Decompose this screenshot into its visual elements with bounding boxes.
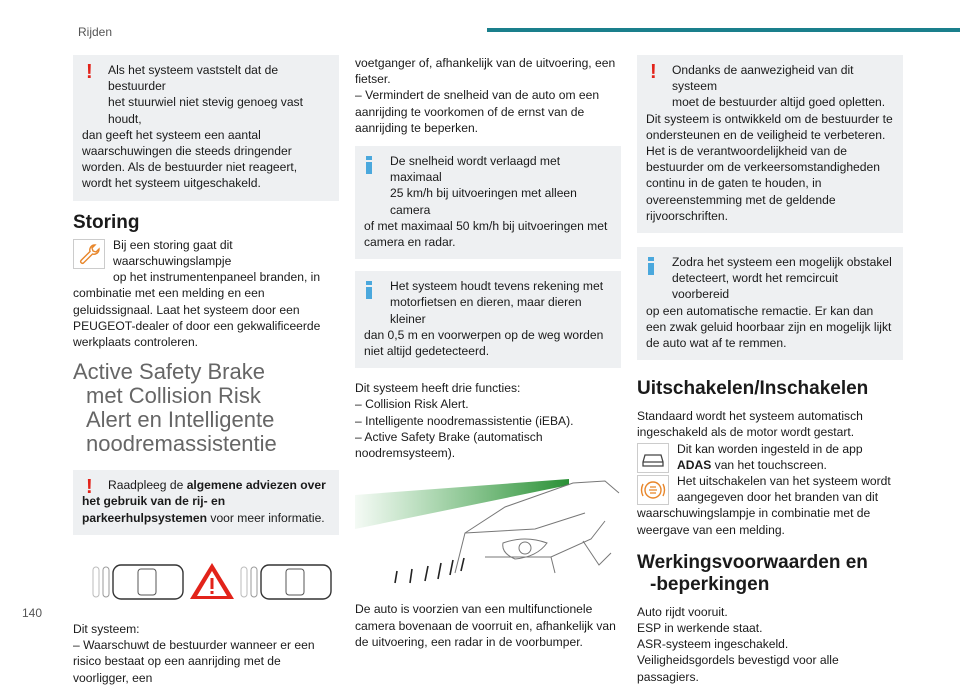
storing-block [73, 237, 339, 286]
info-text: dan 0,5 m en voorwerpen op de weg worden niet altijd gedetecteerd. [364, 327, 604, 359]
info-icon [366, 281, 372, 299]
body-text: Standaard wordt het systeem automatisch ingeschakeld als de motor wordt gestart. [637, 409, 863, 440]
body-text: aangegeven door het branden van dit [677, 490, 879, 505]
warning-text: Dit systeem is ontwikkeld om de bestuurder te ondersteunen en de veiligheid te verbeteren. Het is de verantwoordelijkheid van de bestuurder om de verkeersomstandigheden continu in de gaten te houden, in overeenstemming met de geldende rijvoorschriften. [646, 111, 893, 223]
info-text: 25 km/h bij uitvoeringen met alleen camera [390, 186, 577, 217]
heading-line: met Collision Risk [86, 383, 261, 409]
info-text: motorfietsen en dieren, maar dieren kleiner [390, 295, 582, 326]
car-outline-icon [637, 443, 669, 473]
brake-warning-icon [637, 475, 669, 505]
condition-item: Auto rijdt vooruit. [637, 604, 728, 619]
list-item: – Intelligente noodremassistentie (iEBA). [355, 413, 574, 428]
storing-text: op het instrumentenpaneel branden, in [113, 270, 321, 285]
list-item: – Active Safety Brake (automatisch noodremsysteem). [355, 429, 543, 461]
warning-text: Raadpleeg de algemene adviezen over [108, 478, 326, 493]
info-text: Zodra het systeem een mogelijk obstakel [672, 255, 892, 270]
section-label: Rijden [78, 25, 113, 39]
warning-box [73, 55, 339, 201]
functions-intro: Dit systeem heeft drie functies: [355, 381, 521, 396]
warning-text: Ondanks de aanwezigheid van dit systeem [672, 63, 854, 94]
warning-text: het stuurwiel niet stevig genoeg vast houdt, [108, 95, 303, 126]
camera-radar-illustration [355, 473, 621, 585]
storing-text: combinatie met een melding en een geluidssignaal. Laat het systeem door een PEUGEOT-dealer of door een gekwalificeerde werkplaats controleren. [73, 286, 321, 350]
heading-line: Werkingsvoorwaarden en [637, 551, 868, 573]
info-box [355, 271, 621, 368]
info-text: op een automatische remactie. Er kan dan een zwak geluid hoorbaar zijn en mogelijk lijkt de auto wat af te remmen. [646, 303, 892, 351]
info-icon [648, 257, 654, 275]
warning-triangle-icon [190, 563, 234, 599]
heading-active-safety-brake [73, 360, 339, 456]
heading-toggle: Uitschakelen/Inschakelen [637, 378, 869, 400]
column-3 [637, 55, 903, 685]
condition-item: ESP in werkende staat. [637, 621, 763, 636]
info-box [637, 247, 903, 360]
info-text: De snelheid wordt verlaagd met maximaal [390, 154, 561, 185]
warning-icon: ! [86, 61, 93, 83]
warning-text: dan geeft het systeem een aantal waarschuwingen die steeds dringender worden. Als de bestuurder niet reageert, wordt het systeem uitgeschakeld. [82, 127, 298, 191]
column-1 [73, 55, 339, 686]
body-text: waarschuwingslampje in combinatie met de weergave van een melding. [637, 506, 871, 537]
camera-text: De auto is voorzien van een multifunctionele camera bovenaan de voorruit en, afhankelijk van de uitvoering, een radar in de voorbumper. [355, 602, 616, 649]
info-box [355, 146, 621, 259]
body-text: Dit kan worden ingesteld in de app [677, 441, 863, 456]
info-text: Het systeem houdt tevens rekening met [390, 279, 604, 294]
list-item: – Waarschuwt de bestuurder wanneer er een risico bestaat op een aanrijding met de voorligger, een [73, 638, 315, 685]
heading-line: noodremassistentie [86, 431, 277, 457]
intro-text: Dit systeem: [73, 622, 140, 637]
info-text: of met maximaal 50 km/h bij uitvoeringen met camera en radar. [364, 218, 608, 250]
page-number: 140 [22, 606, 43, 620]
body-text: voetganger of, afhankelijk van de uitvoering, een fietser. [355, 56, 616, 87]
heading-line: Active Safety Brake [73, 359, 265, 385]
app-setting-block [637, 441, 903, 473]
heading-line: -beperkingen [650, 573, 770, 595]
list-item: – Collision Risk Alert. [355, 397, 469, 412]
heading-line: Alert en Intelligente [86, 407, 275, 433]
info-text: detecteert, wordt het remcircuit voorbereid [672, 271, 839, 302]
heading-conditions [637, 552, 903, 596]
warning-icon: ! [86, 476, 93, 499]
list-item: – Vermindert de snelheid van de auto om een aanrijding te voorkomen of de ernst van de aanrijding te beperken. [355, 88, 600, 135]
wrench-icon [73, 239, 105, 269]
condition-item: ASR-systeem ingeschakeld. [637, 637, 789, 652]
header-accent-bar [487, 28, 960, 32]
storing-text: Bij een storing gaat dit waarschuwingslampje [113, 237, 233, 269]
warning-text: Als het systeem vaststelt dat de bestuurder [108, 63, 279, 94]
warning-text: moet de bestuurder altijd goed opletten. [672, 95, 886, 110]
condition-item: Veiligheidsgordels bevestigd voor alle passagiers. [637, 653, 839, 684]
warning-text: het gebruik van de rij- en parkeerhulpsystemen voor meer informatie. [82, 494, 325, 525]
body-text: ADAS van het touchscreen. [677, 457, 827, 472]
warning-icon: ! [650, 61, 657, 83]
collision-illustration [73, 559, 339, 605]
info-icon [366, 156, 372, 174]
heading-storing: Storing [73, 211, 140, 233]
warning-box [637, 55, 903, 233]
column-2 [355, 55, 621, 650]
warning-box [73, 470, 339, 535]
off-indicator-block [637, 473, 903, 505]
body-text: Het uitschakelen van het systeem wordt [677, 474, 891, 489]
